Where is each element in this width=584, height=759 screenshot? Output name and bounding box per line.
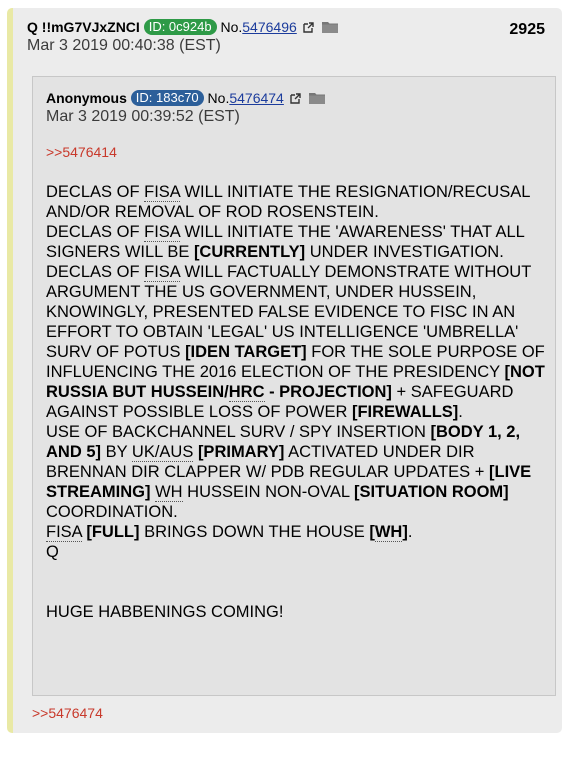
bold-text: ] <box>402 523 408 541</box>
spacer <box>46 562 552 582</box>
bold-text: [IDEN TARGET] <box>185 343 307 361</box>
bold-text: [ <box>369 523 375 541</box>
body-text: BRINGS DOWN THE HOUSE <box>139 523 370 541</box>
abbr-fisa: FISA <box>46 523 82 541</box>
body-text: WILL FACTUALLY DEMONSTRATE WITHOUT ARGUMENT THE US GOVERNMENT, UNDER HUSSEIN, KNOWINGLY, PRESENTED FALSE EVIDENCE TO FISC IN AN EFFORT TO OBTAIN 'LEGAL' US INTELLIGENCE 'UMBRELLA' SURV OF POTUS <box>46 263 531 361</box>
quoted-number-prefix: No. <box>207 90 230 106</box>
bold-text: [FULL] <box>86 523 140 541</box>
body-text: DECLAS OF <box>46 263 145 281</box>
quoted-reply-link[interactable]: >>5476414 <box>46 144 117 160</box>
body-paragraph-1 <box>46 182 552 222</box>
body-paragraph-3 <box>46 262 552 422</box>
spacer <box>46 582 552 602</box>
quoted-post <box>32 76 556 696</box>
external-link-icon[interactable] <box>290 90 301 101</box>
quoted-date: Mar 3 2019 00:39:52 (EST) <box>46 108 240 125</box>
bold-text: [BODY 1, 2, AND 5] <box>46 423 521 461</box>
external-link-icon[interactable] <box>303 19 314 30</box>
body-text: WILL INITIATE THE 'AWARENESS' THAT ALL SIGNERS WILL BE <box>46 223 525 261</box>
abbr-wh: WH <box>374 523 403 541</box>
poster-id-badge[interactable]: ID: 0c924b <box>144 19 217 35</box>
abbr-fisa: FISA <box>144 183 180 201</box>
bold-text: [LIVE STREAMING] <box>46 463 532 501</box>
folder-icon[interactable] <box>322 19 338 31</box>
bold-text: [FIREWALLS] <box>351 403 459 421</box>
body-text: COORDINATION. <box>46 503 178 521</box>
post-counter: 2925 <box>509 21 545 38</box>
body-text: BY <box>101 443 132 461</box>
quoted-number-link[interactable]: 5476474 <box>229 90 284 106</box>
body-text: USE OF BACKCHANNEL SURV / SPY INSERTION <box>46 423 431 441</box>
body-text: ACTIVATED UNDER DIR BRENNAN DIR CLAPPER W/ PDB REGULAR UPDATES + <box>46 443 489 481</box>
body-text: HUSSEIN NON-OVAL <box>182 483 355 501</box>
bold-text: [NOT RUSSIA BUT HUSSEIN/ <box>46 363 545 401</box>
abbr-wh: WH <box>155 483 183 501</box>
body-paragraph-5 <box>46 522 552 542</box>
abbr-hrc: HRC <box>228 383 265 401</box>
post-header <box>27 18 338 36</box>
body-text: UNDER INVESTIGATION. <box>305 243 504 261</box>
body-paragraph-2 <box>46 222 552 262</box>
bold-text <box>369 523 408 542</box>
bold-text: [PRIMARY] <box>197 443 285 461</box>
post-number-link[interactable]: 5476496 <box>242 19 297 35</box>
tripcode: Q !!mG7VJxZNCI <box>27 19 140 35</box>
post-reply-link[interactable]: >>5476474 <box>32 705 103 721</box>
body-text: WILL INITIATE THE RESIGNATION/RECUSAL AND/OR REMOVAL OF ROD ROSENSTEIN. <box>46 183 530 221</box>
abbr-fisa: FISA <box>144 263 180 281</box>
quoted-post-body <box>46 182 552 622</box>
quoted-id-badge[interactable]: ID: 183c70 <box>131 90 204 106</box>
body-text: DECLAS OF <box>46 223 145 241</box>
post-number-prefix: No. <box>220 19 243 35</box>
body-text: . <box>458 403 463 421</box>
body-text: FOR THE SOLE PURPOSE OF INFLUENCING THE 2016 ELECTION OF THE PRESIDENCY <box>46 343 545 381</box>
quoted-post-header <box>46 89 325 107</box>
body-text: . <box>407 523 413 541</box>
closing-line: HUGE HABBENINGS COMING! <box>46 603 284 621</box>
folder-icon[interactable] <box>309 90 325 102</box>
body-paragraph-4 <box>46 422 552 522</box>
body-text: + SAFEGUARD AGAINST POSSIBLE LOSS OF POWER <box>46 383 514 421</box>
post-container <box>7 8 562 733</box>
abbr-uk-aus: UK/AUS <box>131 443 194 461</box>
bold-text: [SITUATION ROOM] <box>354 483 509 501</box>
body-text: DECLAS OF <box>46 183 145 201</box>
signature: Q <box>46 543 59 561</box>
bold-text: [CURRENTLY] <box>193 243 306 261</box>
post-date: Mar 3 2019 00:40:38 (EST) <box>27 37 221 54</box>
quoted-author: Anonymous <box>46 90 127 106</box>
bold-text: - PROJECTION] <box>264 383 392 401</box>
abbr-fisa: FISA <box>144 223 180 241</box>
